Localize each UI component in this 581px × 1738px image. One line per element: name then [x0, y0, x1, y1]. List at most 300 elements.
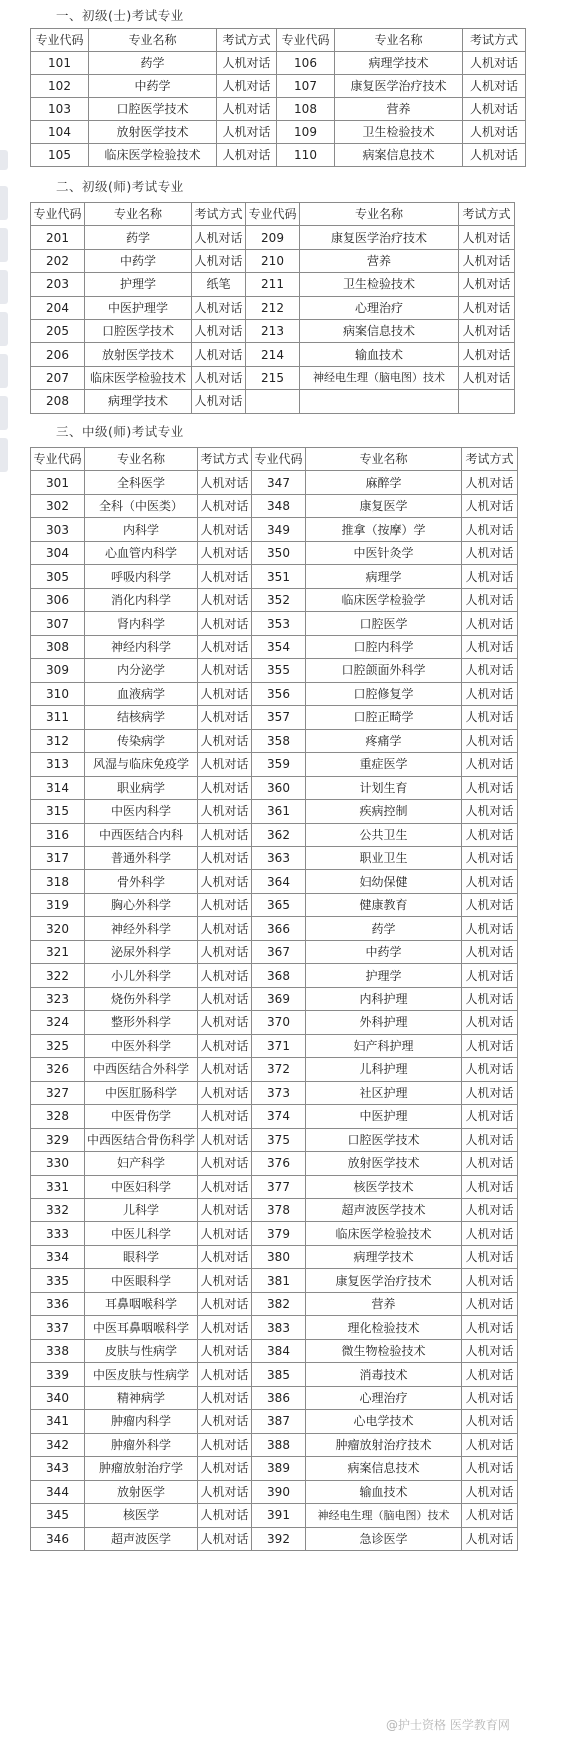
cell-name: [300, 390, 459, 413]
cell-method: 人机对话: [198, 1292, 252, 1315]
cell-name: 结核病学: [85, 706, 198, 729]
cell-method: 人机对话: [462, 917, 518, 940]
column-header-code: 专业代码: [252, 448, 306, 471]
table-row: [31, 273, 515, 296]
cell-code: 325: [31, 1034, 85, 1057]
cell-method: 人机对话: [192, 319, 246, 342]
watermark: @护士资格 医学教育网: [386, 1718, 510, 1732]
cell-code: 337: [31, 1316, 85, 1339]
cell-name: 口腔正畸学: [306, 706, 462, 729]
cell-name: 康复医学治疗技术: [306, 1269, 462, 1292]
cell-code: 353: [252, 612, 306, 635]
cell-name: 病理学技术: [335, 52, 463, 75]
cell-method: 人机对话: [462, 870, 518, 893]
table-row: [31, 1152, 518, 1175]
cell-method: 人机对话: [198, 729, 252, 752]
cell-method: 人机对话: [198, 870, 252, 893]
column-header-code: 专业代码: [246, 203, 300, 226]
left-edge-strip: [0, 150, 8, 170]
cell-method: 人机对话: [462, 1363, 518, 1386]
cell-method: 人机对话: [462, 1199, 518, 1222]
cell-method: 人机对话: [217, 75, 277, 98]
cell-method: 人机对话: [462, 846, 518, 869]
cell-method: 纸笔: [192, 273, 246, 296]
cell-method: 人机对话: [198, 823, 252, 846]
cell-name: 康复医学治疗技术: [335, 75, 463, 98]
column-header-name: 专业名称: [85, 203, 192, 226]
cell-method: 人机对话: [463, 75, 526, 98]
cell-name: 核医学: [85, 1504, 198, 1527]
cell-method: 人机对话: [462, 940, 518, 963]
cell-name: 皮肤与性病学: [85, 1339, 198, 1362]
cell-code: 372: [252, 1058, 306, 1081]
cell-name: 病案信息技术: [306, 1457, 462, 1480]
cell-name: 社区护理: [306, 1081, 462, 1104]
cell-name: 中医骨伤学: [85, 1105, 198, 1128]
cell-code: 213: [246, 319, 300, 342]
cell-code: 364: [252, 870, 306, 893]
cell-code: 203: [31, 273, 85, 296]
table-row: [31, 893, 518, 916]
cell-method: 人机对话: [198, 917, 252, 940]
cell-name: 口腔医学技术: [89, 98, 217, 121]
cell-name: 胸心外科学: [85, 893, 198, 916]
cell-name: 肿瘤放射治疗学: [85, 1457, 198, 1480]
cell-code: 311: [31, 706, 85, 729]
table-row: [31, 776, 518, 799]
table-row: [31, 343, 515, 366]
cell-code: 307: [31, 612, 85, 635]
table-row: [31, 1292, 518, 1315]
column-header-method: 考试方式: [463, 29, 526, 52]
cell-method: 人机对话: [462, 729, 518, 752]
cell-name: 外科护理: [306, 1011, 462, 1034]
cell-name: 药学: [85, 226, 192, 249]
cell-code: 303: [31, 518, 85, 541]
column-header-code: 专业代码: [277, 29, 335, 52]
cell-name: 妇幼保健: [306, 870, 462, 893]
cell-name: 口腔修复学: [306, 682, 462, 705]
table-row: [31, 471, 518, 494]
cell-code: 347: [252, 471, 306, 494]
column-header-method: 考试方式: [192, 203, 246, 226]
cell-code: 330: [31, 1152, 85, 1175]
column-header-method: 考试方式: [198, 448, 252, 471]
cell-code: 358: [252, 729, 306, 752]
cell-name: 烧伤外科学: [85, 987, 198, 1010]
cell-name: 神经内科学: [85, 635, 198, 658]
cell-name: 中医皮肤与性病学: [85, 1363, 198, 1386]
cell-name: 神经电生理（脑电图）技术: [300, 366, 459, 389]
table-row: [31, 753, 518, 776]
cell-method: 人机对话: [462, 565, 518, 588]
cell-code: 205: [31, 319, 85, 342]
cell-method: 人机对话: [462, 1058, 518, 1081]
cell-name: 肿瘤放射治疗技术: [306, 1433, 462, 1456]
cell-name: 口腔医学技术: [85, 319, 192, 342]
cell-method: 人机对话: [462, 987, 518, 1010]
cell-method: 人机对话: [198, 1199, 252, 1222]
cell-code: 375: [252, 1128, 306, 1151]
cell-method: 人机对话: [198, 987, 252, 1010]
cell-code: 374: [252, 1105, 306, 1128]
cell-code: 108: [277, 98, 335, 121]
left-edge-strip: [0, 354, 8, 388]
cell-code: 383: [252, 1316, 306, 1339]
cell-method: 人机对话: [217, 98, 277, 121]
cell-method: 人机对话: [462, 1152, 518, 1175]
cell-method: 人机对话: [198, 1128, 252, 1151]
cell-method: 人机对话: [217, 52, 277, 75]
cell-name: 职业卫生: [306, 846, 462, 869]
cell-code: 206: [31, 343, 85, 366]
cell-code: 332: [31, 1199, 85, 1222]
cell-name: 中西医结合内科: [85, 823, 198, 846]
cell-code: 204: [31, 296, 85, 319]
table-row: [31, 52, 526, 75]
cell-code: 373: [252, 1081, 306, 1104]
cell-name: 肿瘤内科学: [85, 1410, 198, 1433]
cell-code: 355: [252, 659, 306, 682]
cell-method: 人机对话: [462, 659, 518, 682]
section-title-intermediate: 三、中级(师)考试专业: [56, 424, 184, 439]
cell-name: 病理学: [306, 565, 462, 588]
cell-code: 315: [31, 800, 85, 823]
cell-method: 人机对话: [462, 1316, 518, 1339]
cell-code: 387: [252, 1410, 306, 1433]
cell-method: 人机对话: [462, 588, 518, 611]
cell-method: 人机对话: [198, 1504, 252, 1527]
cell-method: 人机对话: [463, 52, 526, 75]
cell-code: 391: [252, 1504, 306, 1527]
cell-method: 人机对话: [459, 249, 515, 272]
column-header-method: 考试方式: [217, 29, 277, 52]
cell-method: 人机对话: [198, 518, 252, 541]
cell-method: 人机对话: [192, 390, 246, 413]
cell-method: 人机对话: [198, 1457, 252, 1480]
cell-name: 心血管内科学: [85, 541, 198, 564]
column-header-name: 专业名称: [335, 29, 463, 52]
cell-code: 361: [252, 800, 306, 823]
cell-method: 人机对话: [198, 706, 252, 729]
table-row: [31, 1058, 518, 1081]
cell-method: 人机对话: [462, 1457, 518, 1480]
cell-method: 人机对话: [459, 296, 515, 319]
cell-name: 中医妇科学: [85, 1175, 198, 1198]
cell-code: 382: [252, 1292, 306, 1315]
cell-code: 357: [252, 706, 306, 729]
left-edge-strip: [0, 438, 8, 472]
cell-code: 343: [31, 1457, 85, 1480]
table-row: [31, 121, 526, 144]
cell-code: 208: [31, 390, 85, 413]
column-header-method: 考试方式: [462, 448, 518, 471]
column-header-name: 专业名称: [306, 448, 462, 471]
cell-name: 妇产科护理: [306, 1034, 462, 1057]
table-row: [31, 226, 515, 249]
cell-code: 306: [31, 588, 85, 611]
cell-method: 人机对话: [462, 893, 518, 916]
cell-method: 人机对话: [198, 1011, 252, 1034]
cell-name: 微生物检验技术: [306, 1339, 462, 1362]
table-row: [31, 366, 515, 389]
table-row: [31, 1410, 518, 1433]
cell-method: 人机对话: [198, 1269, 252, 1292]
cell-code: 110: [277, 144, 335, 167]
cell-code: 345: [31, 1504, 85, 1527]
cell-name: 耳鼻咽喉科学: [85, 1292, 198, 1315]
cell-name: 消毒技术: [306, 1363, 462, 1386]
table-row: [31, 518, 518, 541]
cell-code: 344: [31, 1480, 85, 1503]
column-header-code: 专业代码: [31, 203, 85, 226]
cell-code: 336: [31, 1292, 85, 1315]
cell-name: 中医儿科学: [85, 1222, 198, 1245]
cell-method: 人机对话: [198, 1081, 252, 1104]
cell-method: 人机对话: [198, 541, 252, 564]
cell-code: 354: [252, 635, 306, 658]
table-row: [31, 612, 518, 635]
table-row: [31, 917, 518, 940]
cell-code: 212: [246, 296, 300, 319]
cell-code: 317: [31, 846, 85, 869]
cell-method: 人机对话: [462, 635, 518, 658]
table-row: [31, 823, 518, 846]
cell-name: 理化检验技术: [306, 1316, 462, 1339]
column-header-name: 专业名称: [300, 203, 459, 226]
table-row: [31, 846, 518, 869]
cell-code: 104: [31, 121, 89, 144]
cell-name: 呼吸内科学: [85, 565, 198, 588]
cell-code: 380: [252, 1245, 306, 1268]
cell-method: 人机对话: [198, 1245, 252, 1268]
table-row: [31, 729, 518, 752]
cell-code: 326: [31, 1058, 85, 1081]
cell-name: 心理治疗: [306, 1386, 462, 1409]
cell-code: 351: [252, 565, 306, 588]
left-edge-strip: [0, 312, 8, 346]
cell-name: 血液病学: [85, 682, 198, 705]
cell-code: 388: [252, 1433, 306, 1456]
cell-method: 人机对话: [192, 296, 246, 319]
cell-code: 341: [31, 1410, 85, 1433]
cell-method: 人机对话: [459, 319, 515, 342]
cell-code: 371: [252, 1034, 306, 1057]
column-header-code: 专业代码: [31, 29, 89, 52]
cell-code: 368: [252, 964, 306, 987]
intermediate-table: [30, 447, 518, 1551]
cell-name: 传染病学: [85, 729, 198, 752]
cell-method: 人机对话: [462, 1105, 518, 1128]
cell-code: 365: [252, 893, 306, 916]
cell-name: 病案信息技术: [335, 144, 463, 167]
cell-method: 人机对话: [198, 635, 252, 658]
cell-method: 人机对话: [462, 776, 518, 799]
cell-code: 342: [31, 1433, 85, 1456]
cell-code: 323: [31, 987, 85, 1010]
table-header-row: [31, 203, 515, 226]
cell-code: 320: [31, 917, 85, 940]
cell-code: 366: [252, 917, 306, 940]
table-row: [31, 249, 515, 272]
cell-name: 妇产科学: [85, 1152, 198, 1175]
cell-name: 职业病学: [85, 776, 198, 799]
cell-code: 107: [277, 75, 335, 98]
cell-method: 人机对话: [462, 1410, 518, 1433]
cell-name: 营养: [306, 1292, 462, 1315]
cell-code: 378: [252, 1199, 306, 1222]
cell-method: 人机对话: [198, 964, 252, 987]
cell-code: 346: [31, 1527, 85, 1550]
cell-name: 病案信息技术: [300, 319, 459, 342]
cell-name: 心理治疗: [300, 296, 459, 319]
cell-method: 人机对话: [463, 98, 526, 121]
cell-method: 人机对话: [462, 1175, 518, 1198]
column-header-name: 专业名称: [89, 29, 217, 52]
cell-method: 人机对话: [462, 1081, 518, 1104]
cell-method: 人机对话: [198, 1105, 252, 1128]
cell-name: 营养: [335, 98, 463, 121]
cell-name: 放射医学技术: [85, 343, 192, 366]
cell-name: 肾内科学: [85, 612, 198, 635]
table-row: [31, 964, 518, 987]
table-row: [31, 1011, 518, 1034]
table-row: [31, 1081, 518, 1104]
cell-code: [246, 390, 300, 413]
cell-method: 人机对话: [198, 1058, 252, 1081]
cell-name: 疾病控制: [306, 800, 462, 823]
cell-method: 人机对话: [459, 366, 515, 389]
cell-code: 392: [252, 1527, 306, 1550]
table-row: [31, 987, 518, 1010]
table-row: [31, 1363, 518, 1386]
cell-name: 卫生检验技术: [300, 273, 459, 296]
cell-method: 人机对话: [462, 682, 518, 705]
cell-name: 骨外科学: [85, 870, 198, 893]
table-header-row: [31, 29, 526, 52]
table-row: [31, 1175, 518, 1198]
left-edge-strip: [0, 186, 8, 220]
cell-method: 人机对话: [198, 1386, 252, 1409]
cell-method: 人机对话: [462, 1292, 518, 1315]
cell-code: 369: [252, 987, 306, 1010]
table-row: [31, 1316, 518, 1339]
cell-code: 338: [31, 1339, 85, 1362]
cell-code: 202: [31, 249, 85, 272]
cell-name: 输血技术: [306, 1480, 462, 1503]
cell-name: 中药学: [85, 249, 192, 272]
table-row: [31, 1339, 518, 1362]
cell-code: 389: [252, 1457, 306, 1480]
cell-method: 人机对话: [463, 144, 526, 167]
cell-code: 313: [31, 753, 85, 776]
cell-method: 人机对话: [198, 940, 252, 963]
cell-code: 314: [31, 776, 85, 799]
cell-code: 215: [246, 366, 300, 389]
cell-code: 103: [31, 98, 89, 121]
cell-name: 神经电生理（脑电图）技术: [306, 1504, 462, 1527]
cell-code: 106: [277, 52, 335, 75]
cell-method: 人机对话: [462, 1504, 518, 1527]
cell-name: 中医耳鼻咽喉科学: [85, 1316, 198, 1339]
cell-name: 普通外科学: [85, 846, 198, 869]
cell-name: 放射医学: [85, 1480, 198, 1503]
cell-code: 301: [31, 471, 85, 494]
cell-method: 人机对话: [192, 366, 246, 389]
cell-method: 人机对话: [217, 121, 277, 144]
cell-name: 口腔医学技术: [306, 1128, 462, 1151]
cell-method: 人机对话: [198, 1222, 252, 1245]
table-row: [31, 390, 515, 413]
cell-method: 人机对话: [462, 1222, 518, 1245]
cell-name: 中医内科学: [85, 800, 198, 823]
cell-method: 人机对话: [192, 343, 246, 366]
cell-name: 临床医学检验技术: [89, 144, 217, 167]
cell-method: 人机对话: [198, 1175, 252, 1198]
cell-name: 药学: [89, 52, 217, 75]
column-header-method: 考试方式: [459, 203, 515, 226]
cell-method: 人机对话: [462, 706, 518, 729]
cell-code: 356: [252, 682, 306, 705]
cell-code: 386: [252, 1386, 306, 1409]
cell-name: 中西医结合骨伤科学: [85, 1128, 198, 1151]
cell-code: 377: [252, 1175, 306, 1198]
cell-name: 急诊医学: [306, 1527, 462, 1550]
cell-method: 人机对话: [217, 144, 277, 167]
cell-name: 中医针灸学: [306, 541, 462, 564]
cell-name: 临床医学检验学: [306, 588, 462, 611]
cell-name: 药学: [306, 917, 462, 940]
cell-method: 人机对话: [198, 800, 252, 823]
cell-code: 363: [252, 846, 306, 869]
cell-name: 中医护理学: [85, 296, 192, 319]
cell-code: 305: [31, 565, 85, 588]
cell-code: 210: [246, 249, 300, 272]
cell-name: 放射医学技术: [306, 1152, 462, 1175]
cell-name: 公共卫生: [306, 823, 462, 846]
cell-method: 人机对话: [462, 518, 518, 541]
cell-code: 331: [31, 1175, 85, 1198]
cell-name: 营养: [300, 249, 459, 272]
cell-method: 人机对话: [459, 273, 515, 296]
cell-name: 病理学技术: [306, 1245, 462, 1268]
cell-code: 302: [31, 494, 85, 517]
cell-method: 人机对话: [462, 1527, 518, 1550]
cell-code: 384: [252, 1339, 306, 1362]
cell-code: 350: [252, 541, 306, 564]
cell-method: 人机对话: [198, 565, 252, 588]
cell-method: 人机对话: [462, 753, 518, 776]
cell-method: 人机对话: [462, 1245, 518, 1268]
cell-method: 人机对话: [198, 588, 252, 611]
cell-code: 352: [252, 588, 306, 611]
cell-method: 人机对话: [198, 1339, 252, 1362]
cell-method: 人机对话: [198, 753, 252, 776]
cell-method: 人机对话: [198, 1034, 252, 1057]
cell-name: 中药学: [89, 75, 217, 98]
cell-name: 泌尿外科学: [85, 940, 198, 963]
cell-method: 人机对话: [198, 776, 252, 799]
cell-code: 304: [31, 541, 85, 564]
cell-code: 362: [252, 823, 306, 846]
cell-method: 人机对话: [198, 1433, 252, 1456]
cell-name: 全科医学: [85, 471, 198, 494]
cell-name: 消化内科学: [85, 588, 198, 611]
cell-method: 人机对话: [198, 846, 252, 869]
cell-name: 推拿（按摩）学: [306, 518, 462, 541]
cell-name: 神经外科学: [85, 917, 198, 940]
cell-code: 381: [252, 1269, 306, 1292]
